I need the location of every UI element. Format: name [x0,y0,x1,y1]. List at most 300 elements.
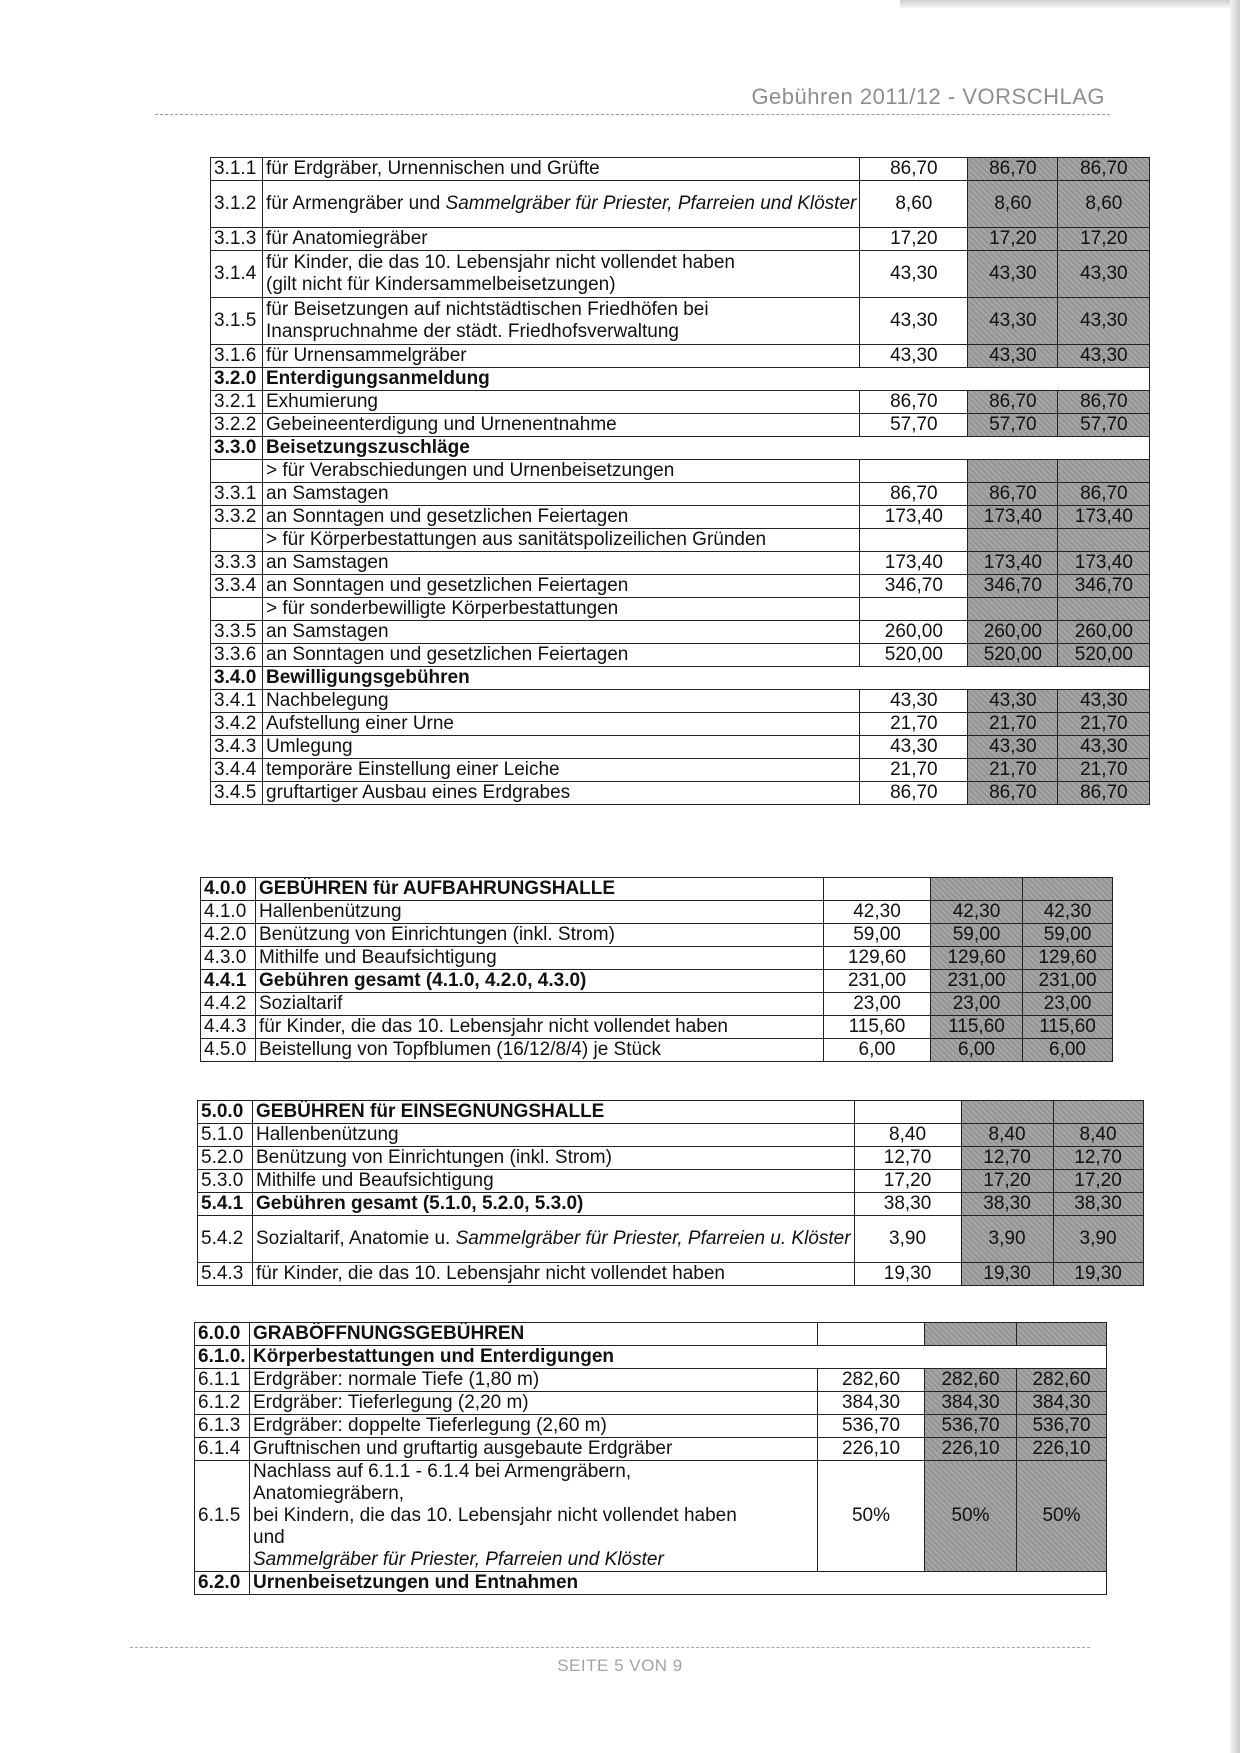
row-description: Hallenbenützung [256,901,824,924]
row-code: 5.4.1 [198,1193,253,1216]
row-description: Nachbelegung [263,690,860,713]
fee-value-empty [824,878,931,901]
fee-value: 86,70 [860,483,968,506]
table-row [195,1461,1107,1572]
fee-value: 21,70 [860,713,968,736]
fee-value-proposed: 59,00 [1023,924,1113,947]
table-row [211,575,1150,598]
fee-value-proposed: 17,20 [1053,1170,1143,1193]
row-code: 4.3.0 [201,947,256,970]
header-divider [155,114,1110,115]
fee-value: 43,30 [860,690,968,713]
fee-value-proposed: 86,70 [968,391,1058,414]
row-description: Gebühren gesamt (5.1.0, 5.2.0, 5.3.0) [253,1193,855,1216]
section-6-block [194,1322,1107,1595]
table-row [211,713,1150,736]
table-row [201,901,1113,924]
table-row [211,483,1150,506]
fee-value-empty [1023,878,1113,901]
fee-value: 17,20 [854,1170,961,1193]
table-row [211,506,1150,529]
row-description: Umlegung [263,736,860,759]
row-description-italic: Sammelgräber für Priester, Pfarreien u. Klöster [455,1228,851,1249]
row-description-line: Anatomiegräbern, [253,1483,405,1504]
row-code: 4.4.1 [201,970,256,993]
fee-value-proposed: 129,60 [931,947,1023,970]
subheading-row [211,460,1150,483]
row-description: Gebeineenterdigung und Urnenentnahme [263,414,860,437]
fee-value: 86,70 [860,391,968,414]
section-heading: Urnenbeisetzungen und Entnahmen [250,1572,1107,1595]
table-row [198,1147,1144,1170]
row-description-text: Sozialtarif, Anatomie u. [256,1228,456,1249]
fee-value-proposed: 129,60 [1023,947,1113,970]
table-row [211,391,1150,414]
row-description: für Anatomiegräber [263,228,860,251]
fee-value-proposed: 6,00 [1023,1039,1113,1062]
fee-value: 43,30 [860,251,968,298]
row-description [263,298,860,345]
section-heading-row [198,1101,1144,1124]
section-heading: GEBÜHREN für EINSEGNUNGSHALLE [253,1101,855,1124]
section-heading-row [201,878,1113,901]
row-code: 5.4.2 [198,1216,253,1263]
row-code: 3.4.1 [211,690,263,713]
fee-value-proposed: 17,20 [961,1170,1053,1193]
table-row [201,947,1113,970]
fee-value-proposed: 12,70 [1053,1147,1143,1170]
fee-table-section-4 [200,877,1113,1062]
fee-value-proposed: 173,40 [968,506,1058,529]
fee-value-empty [854,1101,961,1124]
fee-value-proposed: 86,70 [1058,782,1150,805]
row-code: 6.1.2 [195,1392,250,1415]
row-code: 3.1.3 [211,228,263,251]
fee-table-section-5 [197,1100,1144,1286]
fee-value-empty [818,1323,925,1346]
fee-value-proposed: 3,90 [961,1216,1053,1263]
fee-value-empty [860,460,968,483]
section-heading-row [195,1346,1107,1369]
fee-value-proposed: 86,70 [1058,483,1150,506]
fee-value-empty [1058,529,1150,552]
footer-divider [130,1647,1090,1648]
table-row [211,228,1150,251]
row-code: 3.1.2 [211,181,263,228]
row-description-line: Nachlass auf 6.1.1 - 6.1.4 bei Armengräbern, [253,1461,632,1482]
fee-value-proposed: 42,30 [1023,901,1113,924]
fee-value: 43,30 [860,298,968,345]
table-row [195,1438,1107,1461]
section-heading-row [211,437,1150,460]
table-row [211,690,1150,713]
row-code: 6.2.0 [195,1572,250,1595]
row-code: 5.0.0 [198,1101,253,1124]
row-description: Aufstellung einer Urne [263,713,860,736]
fee-value: 231,00 [824,970,931,993]
row-code: 3.3.4 [211,575,263,598]
row-description-line: Inanspruchnahme der städt. Friedhofsverwaltung [266,321,679,342]
row-description: Benützung von Einrichtungen (inkl. Strom) [253,1147,855,1170]
fee-value-empty [1053,1101,1143,1124]
table-row [211,621,1150,644]
page-number: SEITE 5 VON 9 [557,1656,683,1675]
row-code: 6.1.3 [195,1415,250,1438]
row-description: an Sonntagen und gesetzlichen Feiertagen [263,506,860,529]
fee-value-proposed: 260,00 [968,621,1058,644]
row-description-italic: Sammelgräber für Priester, Pfarreien und Klöster [445,193,857,214]
row-description [250,1461,818,1572]
fee-value: 3,90 [854,1216,961,1263]
fee-value-proposed: 8,40 [1053,1124,1143,1147]
fee-value-empty [931,878,1023,901]
row-code: 5.3.0 [198,1170,253,1193]
fee-value-proposed: 21,70 [968,713,1058,736]
row-code: 3.3.0 [211,437,263,460]
fee-value-empty [1058,598,1150,621]
fee-value-proposed: 3,90 [1053,1216,1143,1263]
fee-value-proposed: 17,20 [1058,228,1150,251]
fee-value-proposed: 173,40 [968,552,1058,575]
fee-value: 57,70 [860,414,968,437]
fee-value-proposed: 384,30 [1017,1392,1107,1415]
fee-value-empty [1058,460,1150,483]
fee-value-proposed: 115,60 [931,1016,1023,1039]
row-code-empty [211,598,263,621]
section-3-block [210,157,1150,805]
fee-value: 173,40 [860,552,968,575]
fee-value-proposed: 42,30 [931,901,1023,924]
row-description-line: für Beisetzungen auf nichtstädtischen Friedhöfen bei [266,299,709,320]
fee-value-proposed: 86,70 [968,158,1058,181]
fee-value-proposed: 38,30 [1053,1193,1143,1216]
table-row [198,1124,1144,1147]
fee-value-proposed: 17,20 [968,228,1058,251]
fee-value-proposed: 43,30 [1058,251,1150,298]
fee-value-proposed: 6,00 [931,1039,1023,1062]
fee-value-proposed: 23,00 [1023,993,1113,1016]
row-code: 3.4.5 [211,782,263,805]
row-description-line: Sammelgräber für Priester, Pfarreien und Klöster [253,1549,664,1570]
table-row [201,924,1113,947]
row-code: 5.4.3 [198,1263,253,1286]
row-description: für Kinder, die das 10. Lebensjahr nicht vollendet haben [256,1016,824,1039]
table-row [198,1263,1144,1286]
row-subheading: > für sonderbewilligte Körperbestattungen [263,598,860,621]
fee-value: 173,40 [860,506,968,529]
fee-value-proposed: 43,30 [968,251,1058,298]
subheading-row [211,598,1150,621]
fee-value: 384,30 [818,1392,925,1415]
page-header-title: Gebühren 2011/12 - VORSCHLAG [751,84,1105,109]
row-description: Benützung von Einrichtungen (inkl. Strom) [256,924,824,947]
table-row [198,1170,1144,1193]
row-code: 4.4.3 [201,1016,256,1039]
row-code: 6.1.5 [195,1461,250,1572]
row-code: 6.1.0. [195,1346,250,1369]
row-description: Mithilfe und Beaufsichtigung [253,1170,855,1193]
fee-value-proposed: 282,60 [1017,1369,1107,1392]
fee-value: 23,00 [824,993,931,1016]
row-code-empty [211,529,263,552]
row-code: 3.4.3 [211,736,263,759]
fee-value-proposed: 57,70 [1058,414,1150,437]
fee-value-empty [968,598,1058,621]
row-code: 3.1.6 [211,345,263,368]
row-description: Erdgräber: Tieferlegung (2,20 m) [250,1392,818,1415]
fee-value-empty [968,529,1058,552]
fee-value: 226,10 [818,1438,925,1461]
row-description [263,181,860,228]
row-description: Erdgräber: doppelte Tieferlegung (2,60 m) [250,1415,818,1438]
row-code: 4.2.0 [201,924,256,947]
fee-value: 42,30 [824,901,931,924]
fee-value: 282,60 [818,1369,925,1392]
section-heading: GEBÜHREN für AUFBAHRUNGSHALLE [256,878,824,901]
fee-value-proposed: 173,40 [1058,552,1150,575]
row-description-line: für Kinder, die das 10. Lebensjahr nicht vollendet haben [266,252,735,273]
section-heading-row [195,1572,1107,1595]
row-code: 5.1.0 [198,1124,253,1147]
fee-value-proposed: 8,60 [1058,181,1150,228]
row-code: 6.1.4 [195,1438,250,1461]
row-description: an Sonntagen und gesetzlichen Feiertagen [263,575,860,598]
section-heading: Beisetzungszuschläge [263,437,1150,460]
table-row [211,181,1150,228]
fee-value-proposed: 21,70 [1058,713,1150,736]
table-row [198,1216,1144,1263]
fee-value-proposed: 173,40 [1058,506,1150,529]
row-description: für Urnensammelgräber [263,345,860,368]
table-row [211,158,1150,181]
row-description: temporäre Einstellung einer Leiche [263,759,860,782]
fee-value: 59,00 [824,924,931,947]
fee-value-proposed: 231,00 [1023,970,1113,993]
fee-value-proposed: 536,70 [925,1415,1017,1438]
section-heading-row [211,368,1150,391]
row-code: 3.1.1 [211,158,263,181]
section-5-block [197,1100,1144,1286]
table-row [201,1016,1113,1039]
fee-value-proposed: 59,00 [931,924,1023,947]
fee-value-proposed: 384,30 [925,1392,1017,1415]
row-description: an Samstagen [263,483,860,506]
fee-value-proposed: 21,70 [1058,759,1150,782]
table-row [195,1369,1107,1392]
fee-value-proposed: 12,70 [961,1147,1053,1170]
row-description: Exhumierung [263,391,860,414]
fee-value-proposed: 8,60 [968,181,1058,228]
fee-value-proposed: 231,00 [931,970,1023,993]
fee-value-proposed: 57,70 [968,414,1058,437]
row-code: 6.1.1 [195,1369,250,1392]
fee-value-empty [961,1101,1053,1124]
fee-value: 17,20 [860,228,968,251]
fee-value-empty [1017,1323,1107,1346]
fee-value-proposed: 86,70 [1058,391,1150,414]
row-description: Gebühren gesamt (4.1.0, 4.2.0, 4.3.0) [256,970,824,993]
row-description-text: für Armengräber und [266,193,446,214]
fee-value-empty [860,529,968,552]
fee-value-proposed: 86,70 [968,782,1058,805]
fee-value: 520,00 [860,644,968,667]
fee-value-empty [860,598,968,621]
row-description: Mithilfe und Beaufsichtigung [256,947,824,970]
section-heading-row [211,667,1150,690]
row-code: 3.4.0 [211,667,263,690]
section-heading: Enterdigungsanmeldung [263,368,1150,391]
fee-value-proposed: 43,30 [1058,298,1150,345]
row-code: 4.5.0 [201,1039,256,1062]
fee-value-proposed: 50% [1017,1461,1107,1572]
fee-value-proposed: 38,30 [961,1193,1053,1216]
row-subheading: > für Körperbestattungen aus sanitätspolizeilichen Gründen [263,529,860,552]
table-row [211,644,1150,667]
row-code: 3.1.5 [211,298,263,345]
table-row [211,251,1150,298]
row-code: 6.0.0 [195,1323,250,1346]
fee-value-proposed: 21,70 [968,759,1058,782]
fee-value-proposed: 520,00 [1058,644,1150,667]
fee-value: 38,30 [854,1193,961,1216]
row-description: an Samstagen [263,552,860,575]
row-code: 3.4.4 [211,759,263,782]
fee-value: 129,60 [824,947,931,970]
fee-value: 260,00 [860,621,968,644]
row-description: an Samstagen [263,621,860,644]
fee-value-proposed: 19,30 [961,1263,1053,1286]
fee-value: 6,00 [824,1039,931,1062]
table-row [198,1193,1144,1216]
row-code: 3.1.4 [211,251,263,298]
table-row [211,736,1150,759]
fee-value-proposed: 226,10 [925,1438,1017,1461]
fee-value-proposed: 43,30 [968,298,1058,345]
fee-value: 43,30 [860,736,968,759]
table-row [211,782,1150,805]
fee-value-proposed: 43,30 [968,345,1058,368]
row-code: 3.3.2 [211,506,263,529]
table-row [195,1415,1107,1438]
fee-value-proposed: 86,70 [1058,158,1150,181]
row-description: Gruftnischen und gruftartig ausgebaute Erdgräber [250,1438,818,1461]
fee-value-proposed: 536,70 [1017,1415,1107,1438]
row-description: für Erdgräber, Urnennischen und Grüfte [263,158,860,181]
row-description [263,251,860,298]
fee-value-proposed: 282,60 [925,1369,1017,1392]
fee-value-proposed: 43,30 [968,736,1058,759]
section-heading: GRABÖFFNUNGSGEBÜHREN [250,1323,818,1346]
row-description-line: bei Kindern, die das 10. Lebensjahr nicht vollendet haben [253,1505,737,1526]
row-code: 3.4.2 [211,713,263,736]
section-heading: Bewilligungsgebühren [263,667,1150,690]
fee-value-proposed: 43,30 [1058,736,1150,759]
fee-value: 86,70 [860,782,968,805]
table-row [211,345,1150,368]
table-row [211,414,1150,437]
row-code: 3.3.6 [211,644,263,667]
fee-value-proposed: 23,00 [931,993,1023,1016]
fee-value: 8,60 [860,181,968,228]
row-description: Hallenbenützung [253,1124,855,1147]
fee-value: 115,60 [824,1016,931,1039]
fee-value-proposed: 43,30 [1058,690,1150,713]
row-description: gruftartiger Ausbau eines Erdgrabes [263,782,860,805]
fee-value-proposed: 50% [925,1461,1017,1572]
table-row [211,298,1150,345]
fee-value: 21,70 [860,759,968,782]
row-code: 3.2.2 [211,414,263,437]
row-code: 3.3.3 [211,552,263,575]
row-description: Erdgräber: normale Tiefe (1,80 m) [250,1369,818,1392]
fee-value-proposed: 346,70 [968,575,1058,598]
scan-edge-top [900,0,1240,8]
row-code: 4.0.0 [201,878,256,901]
fee-value: 43,30 [860,345,968,368]
row-code: 4.4.2 [201,993,256,1016]
table-row [201,970,1113,993]
fee-value-empty [968,460,1058,483]
fee-value-proposed: 43,30 [968,690,1058,713]
section-heading: Körperbestattungen und Enterdigungen [250,1346,1107,1369]
row-description-line: und [253,1527,285,1548]
row-description-line: (gilt nicht für Kindersammelbeisetzungen) [266,274,616,295]
fee-value-proposed: 226,10 [1017,1438,1107,1461]
fee-value: 50% [818,1461,925,1572]
row-code-empty [211,460,263,483]
row-subheading: > für Verabschiedungen und Urnenbeisetzungen [263,460,860,483]
fee-table-section-6 [194,1322,1107,1595]
row-description [253,1216,855,1263]
row-code: 4.1.0 [201,901,256,924]
table-row [195,1392,1107,1415]
fee-value: 346,70 [860,575,968,598]
fee-value: 536,70 [818,1415,925,1438]
row-description: Beistellung von Topfblumen (16/12/8/4) je Stück [256,1039,824,1062]
fee-value-proposed: 260,00 [1058,621,1150,644]
fee-value-proposed: 115,60 [1023,1016,1113,1039]
fee-value-proposed: 520,00 [968,644,1058,667]
table-row [201,1039,1113,1062]
row-code: 3.3.5 [211,621,263,644]
row-description: Sozialtarif [256,993,824,1016]
row-code: 3.2.1 [211,391,263,414]
fee-value-proposed: 346,70 [1058,575,1150,598]
fee-value-empty [925,1323,1017,1346]
fee-value-proposed: 19,30 [1053,1263,1143,1286]
fee-table-section-3 [210,157,1150,805]
section-heading-row [195,1323,1107,1346]
section-4-block [200,877,1113,1062]
subheading-row [211,529,1150,552]
fee-value: 12,70 [854,1147,961,1170]
fee-value-proposed: 8,40 [961,1124,1053,1147]
scan-edge-right [1230,0,1240,1753]
table-row [211,552,1150,575]
row-description: an Sonntagen und gesetzlichen Feiertagen [263,644,860,667]
row-description: für Kinder, die das 10. Lebensjahr nicht vollendet haben [253,1263,855,1286]
fee-value: 8,40 [854,1124,961,1147]
row-code: 3.3.1 [211,483,263,506]
table-row [211,759,1150,782]
row-code: 5.2.0 [198,1147,253,1170]
fee-value: 86,70 [860,158,968,181]
fee-value-proposed: 86,70 [968,483,1058,506]
table-row [201,993,1113,1016]
fee-value-proposed: 43,30 [1058,345,1150,368]
fee-value: 19,30 [854,1263,961,1286]
row-code: 3.2.0 [211,368,263,391]
